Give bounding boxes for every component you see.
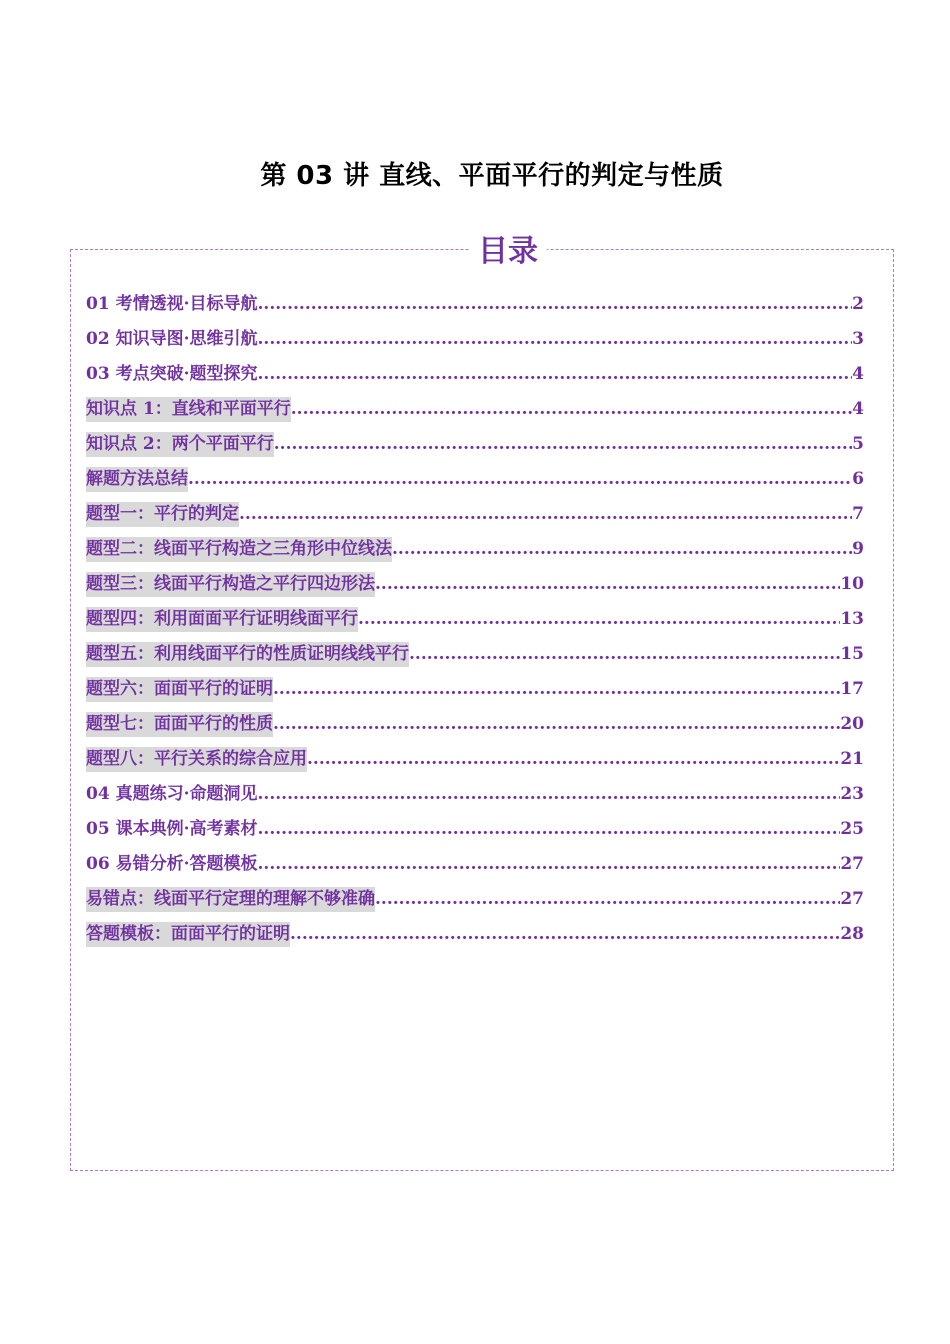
- toc-dot-leader: [273, 712, 840, 737]
- toc-dot-leader: [290, 922, 840, 947]
- toc-entry-page: 5: [852, 434, 864, 454]
- toc-entry-label: 知识点 2：两个平面平行: [86, 432, 274, 457]
- toc-entry-page: 13: [840, 609, 864, 629]
- toc-entry[interactable]: [86, 922, 864, 957]
- toc-dot-leader: [392, 537, 852, 562]
- toc-entry[interactable]: [86, 292, 864, 327]
- toc-dot-leader: [375, 887, 840, 912]
- toc-entry-label: 知识点 1：直线和平面平行: [86, 397, 291, 422]
- toc-entry-label: 03 考点突破·题型探究: [86, 364, 258, 384]
- toc-entry-label: 解题方法总结: [86, 467, 188, 492]
- toc-entry-label: 题型六：面面平行的证明: [86, 677, 273, 702]
- toc-entry-page: 20: [840, 714, 864, 734]
- toc-dot-leader: [375, 572, 840, 597]
- toc-entry-label: 题型八：平行关系的综合应用: [86, 747, 307, 772]
- toc-dot-leader: [358, 607, 840, 632]
- toc-dot-leader: [273, 677, 840, 702]
- toc-entry[interactable]: [86, 362, 864, 397]
- toc-entry[interactable]: [86, 467, 864, 502]
- toc-dot-leader: [258, 327, 853, 352]
- toc-entry[interactable]: [86, 327, 864, 362]
- toc-entry-label: 05 课本典例·高考素材: [86, 819, 258, 839]
- toc-entry[interactable]: [86, 642, 864, 677]
- toc-entry-label: 04 真题练习·命题洞见: [86, 784, 258, 804]
- toc-entry[interactable]: [86, 677, 864, 712]
- toc-entry-label: 01 考情透视·目标导航: [86, 294, 258, 314]
- toc-heading: 目录: [469, 232, 547, 272]
- toc-entry-page: 10: [840, 574, 864, 594]
- toc-entry[interactable]: [86, 537, 864, 572]
- toc-entry-label: 题型一：平行的判定: [86, 502, 239, 527]
- toc-entry[interactable]: [86, 747, 864, 782]
- toc-entry-page: 21: [840, 749, 864, 769]
- toc-entry-page: 28: [840, 924, 864, 944]
- toc-list: [86, 292, 864, 957]
- toc-dot-leader: [258, 852, 841, 877]
- toc-entry[interactable]: [86, 887, 864, 922]
- toc-dot-leader: [258, 817, 841, 842]
- toc-entry-page: 17: [840, 679, 864, 699]
- toc-entry-page: 4: [852, 364, 864, 384]
- toc-entry-label: 题型三：线面平行构造之平行四边形法: [86, 572, 375, 597]
- toc-entry-page: 9: [852, 539, 864, 559]
- toc-entry[interactable]: [86, 397, 864, 432]
- toc-dot-leader: [291, 397, 852, 422]
- toc-entry-page: 6: [852, 469, 864, 489]
- toc-entry[interactable]: [86, 712, 864, 747]
- toc-dot-leader: [409, 642, 840, 667]
- toc-entry-page: 27: [840, 854, 864, 874]
- toc-entry[interactable]: [86, 432, 864, 467]
- toc-entry-label: 02 知识导图·思维引航: [86, 329, 258, 349]
- toc-entry-label: 题型五：利用线面平行的性质证明线线平行: [86, 642, 409, 667]
- toc-entry-label: 题型四：利用面面平行证明线面平行: [86, 607, 358, 632]
- toc-entry-page: 4: [852, 399, 864, 419]
- toc-entry[interactable]: [86, 817, 864, 852]
- toc-entry[interactable]: [86, 607, 864, 642]
- toc-dot-leader: [307, 747, 840, 772]
- toc-entry-label: 易错点：线面平行定理的理解不够准确: [86, 887, 375, 912]
- toc-dot-leader: [258, 362, 853, 387]
- toc-dot-leader: [188, 467, 852, 492]
- toc-entry-label: 06 易错分析·答题模板: [86, 854, 258, 874]
- toc-dot-leader: [258, 782, 841, 807]
- toc-entry-label: 题型七：面面平行的性质: [86, 712, 273, 737]
- toc-entry-page: 23: [840, 784, 864, 804]
- toc-entry-label: 答题模板：面面平行的证明: [86, 922, 290, 947]
- toc-entry-label: 题型二：线面平行构造之三角形中位线法: [86, 537, 392, 562]
- toc-dot-leader: [274, 432, 852, 457]
- toc-entry-page: 25: [840, 819, 864, 839]
- toc-entry[interactable]: [86, 572, 864, 607]
- toc-entry-page: 3: [852, 329, 864, 349]
- toc-entry-page: 27: [840, 889, 864, 909]
- toc-entry-page: 15: [840, 644, 864, 664]
- page-title: 第 03 讲 直线、平面平行的判定与性质: [260, 161, 724, 191]
- toc-entry[interactable]: [86, 782, 864, 817]
- toc-entry[interactable]: [86, 502, 864, 537]
- toc-entry-page: 2: [852, 294, 864, 314]
- toc-entry[interactable]: [86, 852, 864, 887]
- toc-dot-leader: [258, 292, 853, 317]
- toc-dot-leader: [239, 502, 852, 527]
- toc-entry-page: 7: [852, 504, 864, 524]
